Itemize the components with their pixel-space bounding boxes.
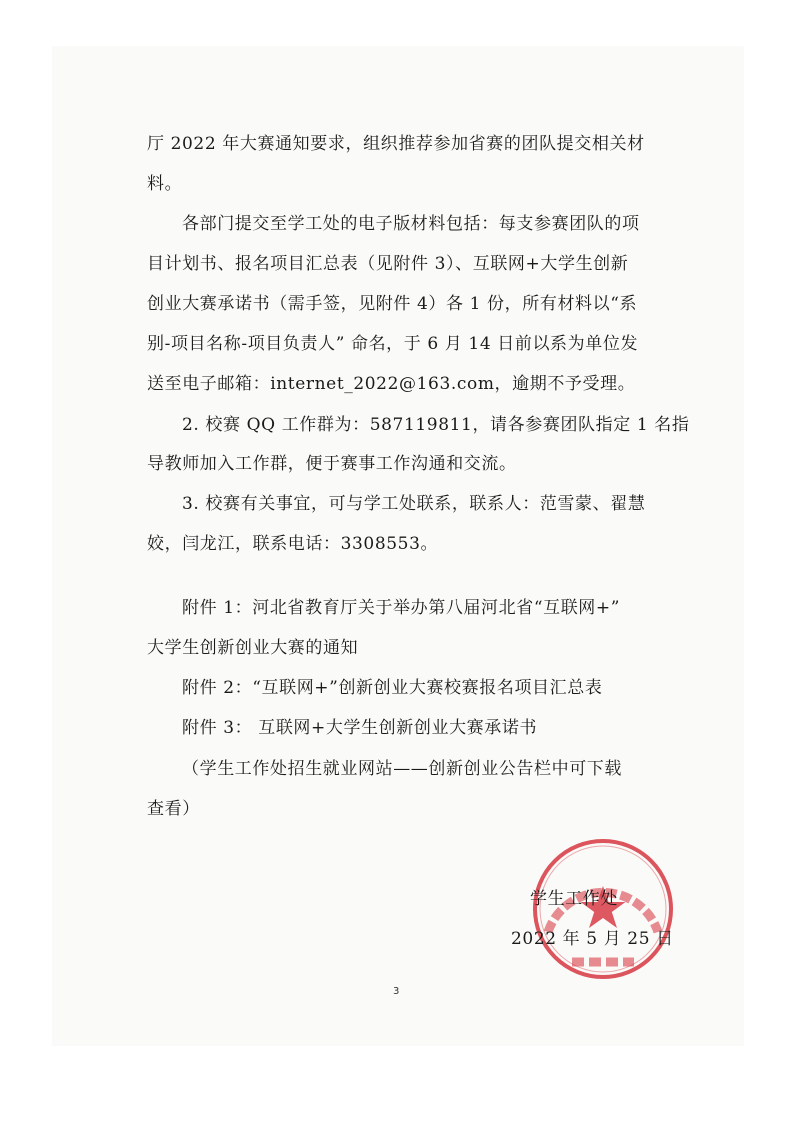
body-line: 3. 校赛有关事宜，可与学工处联系，联系人：范雪蒙、翟慧: [182, 494, 646, 514]
attachment-line: 附件 3： 互联网+大学生创新创业大赛承诺书: [182, 718, 538, 738]
body-line: 送至电子邮箱：internet_2022@163.com，逾期不予受理。: [147, 374, 636, 394]
body-line: 别-项目名称-项目负责人” 命名，于 6 月 14 日前以系为单位发: [147, 334, 639, 354]
attachment-line: 大学生创新创业大赛的通知: [147, 638, 359, 658]
body-line: 料。: [147, 174, 183, 194]
body-line: 各部门提交至学工处的电子版材料包括：每支参赛团队的项: [182, 214, 640, 234]
download-note-line: （学生工作处招生就业网站——创新创业公告栏中可下载: [182, 759, 622, 779]
signature-date: 2022 年 5 月 25 日: [511, 929, 674, 949]
signature-department: 学生工作处: [530, 889, 618, 909]
body-line: 姣，闫龙江，联系电话：3308553。: [147, 534, 439, 554]
attachment-line: 附件 1：河北省教育厅关于举办第八届河北省“互联网+”: [182, 598, 621, 618]
body-line: 目计划书、报名项目汇总表（见附件 3）、互联网+大学生创新: [147, 254, 629, 274]
body-line: 2. 校赛 QQ 工作群为：587119811，请各参赛团队指定 1 名指: [182, 415, 690, 435]
download-note-line: 查看）: [147, 799, 200, 819]
body-line: 厅 2022 年大赛通知要求，组织推荐参加省赛的团队提交相关材: [147, 134, 645, 154]
page-number: 3: [393, 986, 400, 997]
body-line: 创业大赛承诺书（需手签，见附件 4）各 1 份，所有材料以“系: [147, 294, 638, 314]
attachment-line: 附件 2：“互联网+”创新创业大赛校赛报名项目汇总表: [182, 678, 603, 698]
body-line: 导教师加入工作群，便于赛事工作沟通和交流。: [147, 454, 517, 474]
